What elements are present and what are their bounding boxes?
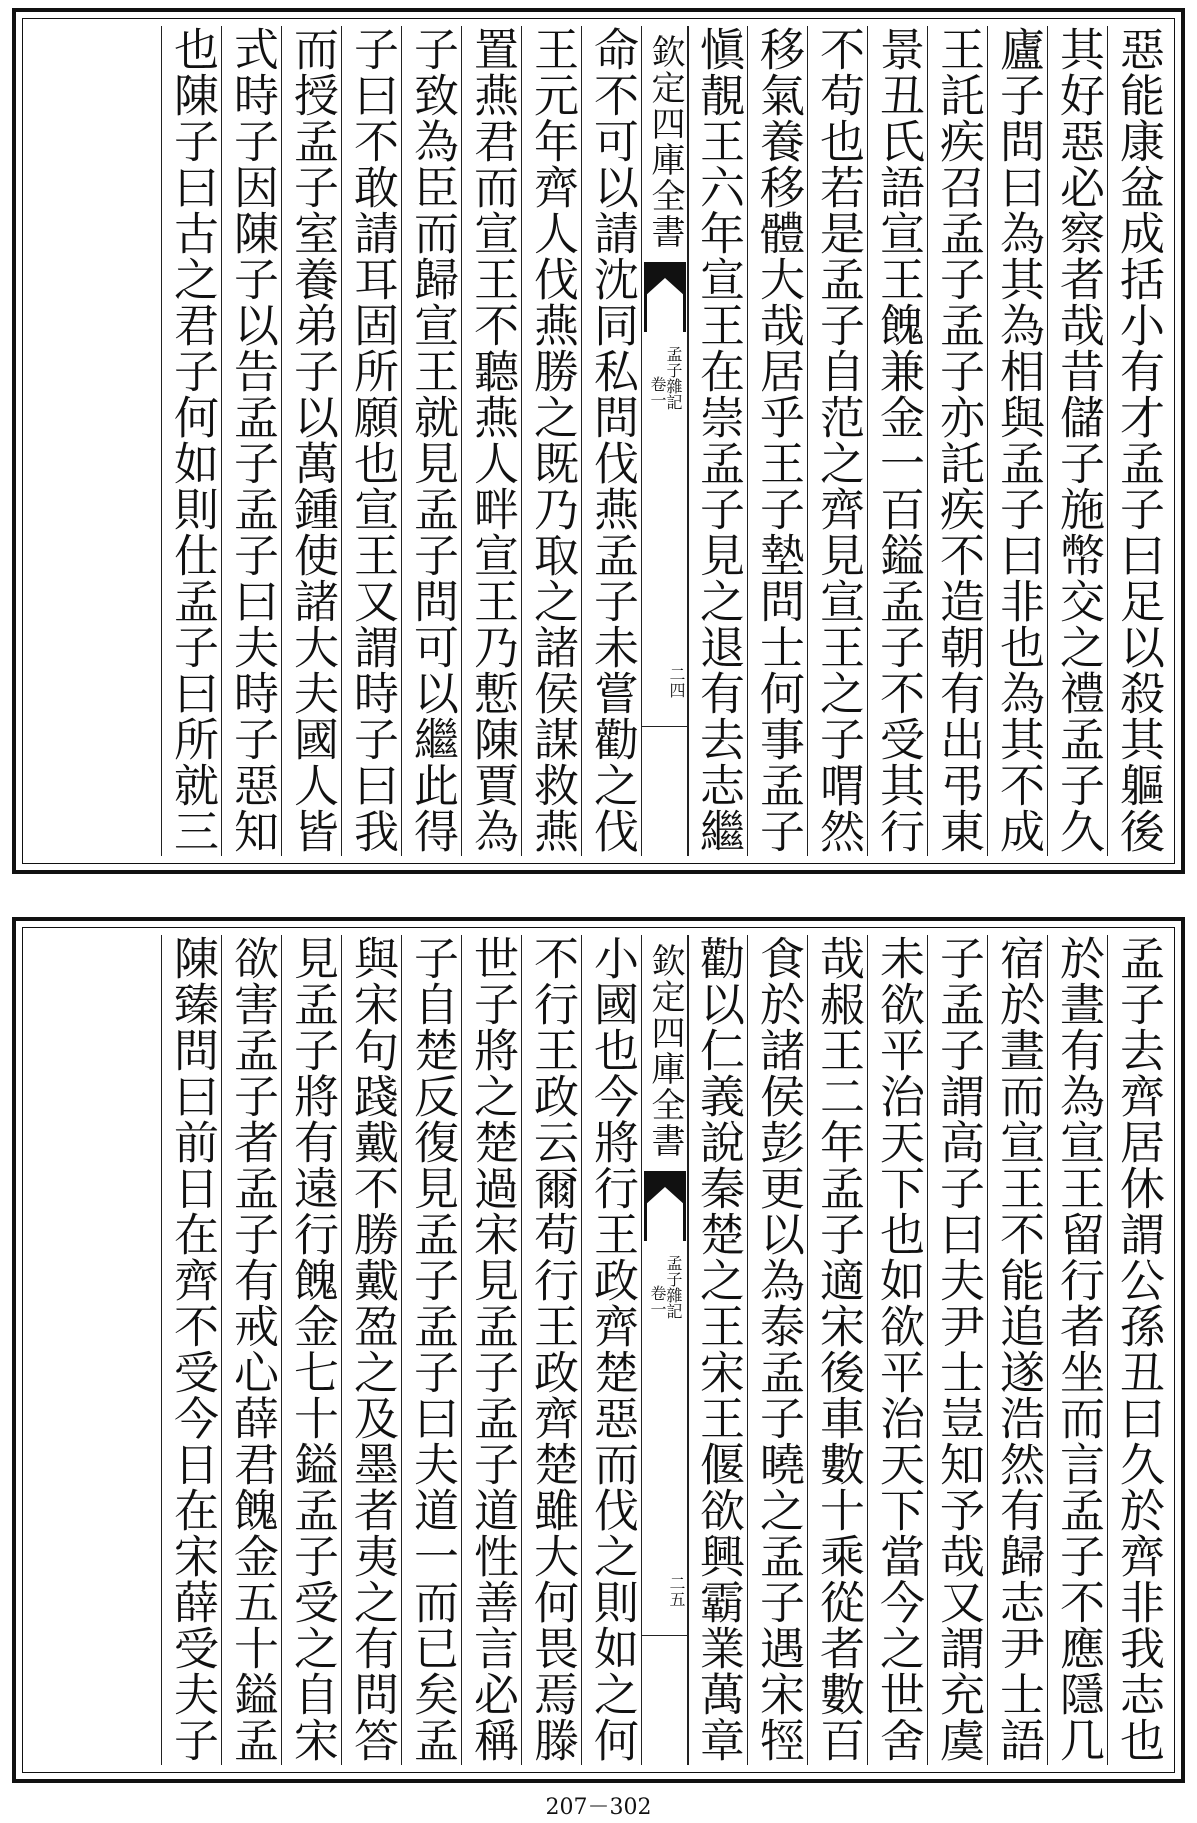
text-column: 欲害孟子者孟子有戒心薛君餽金五十鎰孟 [221, 935, 282, 1765]
chapter-name: 孟子雜記 [664, 1255, 683, 1319]
volume-label: 卷一 [648, 376, 667, 408]
page-bottom [12, 917, 1185, 1783]
text-column: 小國也今將行王政齊楚惡而伐之則如之何 [581, 935, 642, 1765]
divider [642, 1635, 688, 1636]
text-column: 子孟子謂高子曰夫尹士豈知予哉又謂充虞 [927, 935, 988, 1765]
text-column: 於晝有為宣王留行者坐而言孟子不應隱几 [1047, 935, 1108, 1765]
text-column: 式時子因陳子以告孟子孟子曰夫時子惡知 [221, 26, 282, 856]
text-column: 宿於晝而宣王不能追遂浩然有歸志尹士語 [987, 935, 1048, 1765]
text-column: 食於諸侯彭更以為泰孟子曉之孟子遇宋牼 [747, 935, 808, 1765]
divider [642, 726, 688, 727]
text-column: 移氣養移體大哉居乎王子墊問士何事孟子 [747, 26, 808, 856]
fish-tail-mark [644, 262, 686, 332]
book-title: 欽定四庫全書 [645, 34, 685, 250]
sub-title [642, 1255, 688, 1405]
center-banner [641, 26, 689, 856]
text-column: 世子將之楚過宋見孟子孟子道性善言必稱 [461, 935, 522, 1765]
text-column: 不行王政云爾苟行王政齊楚雖大何畏焉滕 [521, 935, 582, 1765]
sub-title [642, 346, 688, 496]
text-column: 子曰不敢請耳固所願也宣王又謂時子曰我 [341, 26, 402, 856]
center-banner [641, 935, 689, 1765]
volume-label: 卷一 [648, 1285, 667, 1317]
text-column: 不苟也若是孟子自范之齊見宣王之子喟然 [807, 26, 868, 856]
text-column: 陳臻問曰前日在齊不受今日在宋薛受夫子 [161, 935, 222, 1765]
page-number: 二四 [667, 666, 686, 698]
page-top [12, 8, 1185, 874]
text-column: 勸以仁義說秦楚之王宋王偃欲興霸業萬章 [687, 935, 748, 1765]
text-column: 而授孟子室養弟子以萬鍾使諸大夫國人皆 [281, 26, 342, 856]
page-top-rows [30, 26, 1167, 856]
text-column: 景丑氏語宣王餽兼金一百鎰孟子不受其行 [867, 26, 928, 856]
book-title: 欽定四庫全書 [645, 943, 685, 1159]
text-column: 命不可以請沈同私問伐燕孟子未嘗勸之伐 [581, 26, 642, 856]
text-column: 王元年齊人伐燕勝之既乃取之諸侯謀救燕 [521, 26, 582, 856]
page-bottom-rows [30, 935, 1167, 1765]
text-column: 子致為臣而歸宣王就見孟子問可以繼此得 [401, 26, 462, 856]
catalog-number: 207－302 [545, 1795, 652, 1820]
text-column: 廬子問曰為其為相與孟子曰非也為其不成 [987, 26, 1048, 856]
text-column: 也陳子曰古之君子何如則仕孟子曰所就三 [161, 26, 222, 856]
text-column: 其好惡必察者哉昔儲子施幣交之禮孟子久 [1047, 26, 1108, 856]
text-column: 置燕君而宣王不聽燕人畔宣王乃慙陳賈為 [461, 26, 522, 856]
page-number: 二五 [667, 1575, 686, 1607]
text-column: 子自楚反復見孟子孟子曰夫道一而已矣孟 [401, 935, 462, 1765]
text-column: 見孟子將有遠行餽金七十鎰孟子受之自宋 [281, 935, 342, 1765]
text-column: 與宋句踐戴不勝戴盈之及墨者夷之有問答 [341, 935, 402, 1765]
text-column: 孟子去齊居休謂公孫丑曰久於齊非我志也 [1107, 935, 1168, 1765]
text-column: 哉赧王二年孟子適宋後車數十乘從者數百 [807, 935, 868, 1765]
text-column: 愼靚王六年宣王在崇孟子見之退有去志繼 [687, 26, 748, 856]
chapter-name: 孟子雜記 [664, 346, 683, 410]
text-column: 惡能康盆成括小有才孟子曰足以殺其軀後 [1107, 26, 1168, 856]
text-column: 王託疾召孟子孟子亦託疾不造朝有出弔東 [927, 26, 988, 856]
text-column: 未欲平治天下也如欲平治天下當今之世舍 [867, 935, 928, 1765]
fish-tail-mark [644, 1171, 686, 1241]
